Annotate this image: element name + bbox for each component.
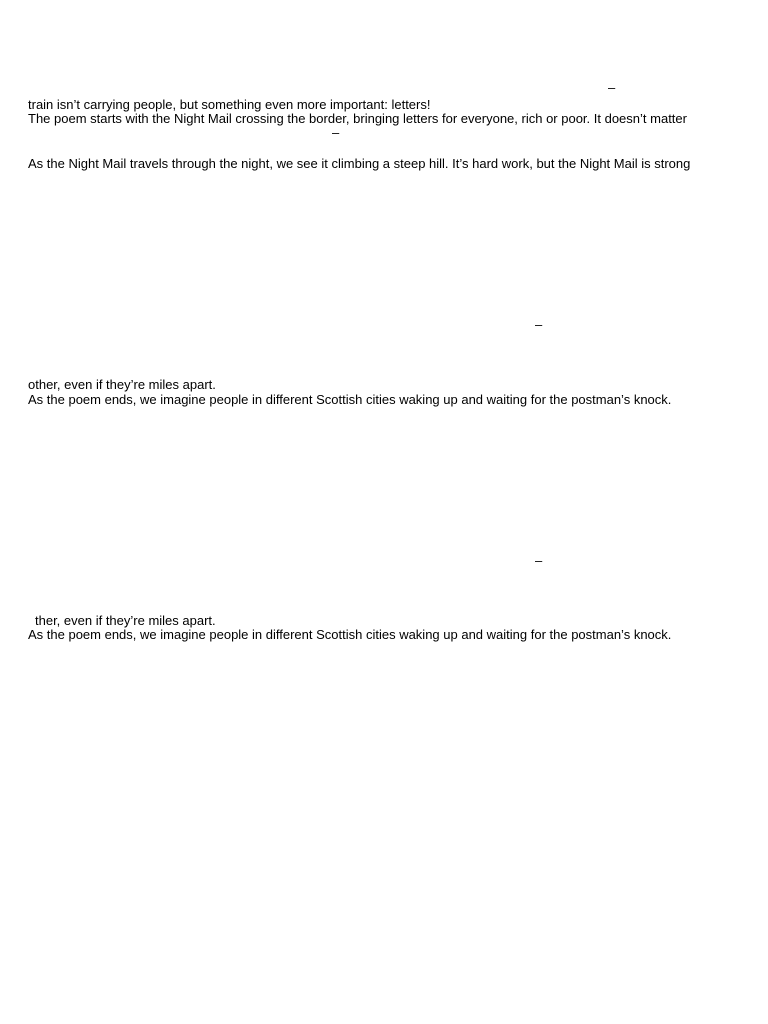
paragraph-line: The poem starts with the Night Mail crossing the border, bringing letters for everyone, rich or poor. It doesn’t matter xyxy=(28,111,687,126)
paragraph-line: other, even if they’re miles apart. xyxy=(28,377,216,392)
paragraph-line: As the poem ends, we imagine people in different Scottish cities waking up and waiting for the postman’s knock. xyxy=(28,627,672,642)
dash-mark: – xyxy=(535,553,543,568)
paragraph-line: train isn’t carrying people, but something even more important: letters! xyxy=(28,97,431,112)
paragraph-line: As the poem ends, we imagine people in different Scottish cities waking up and waiting for the postman’s knock. xyxy=(28,392,672,407)
dash-mark: – xyxy=(535,317,543,332)
paragraph-line: As the Night Mail travels through the night, we see it climbing a steep hill. It’s hard work, but the Night Mail is strong xyxy=(28,156,691,171)
dash-mark: – xyxy=(332,125,340,140)
paragraph-line: ther, even if they’re miles apart. xyxy=(35,613,216,628)
dash-mark: – xyxy=(608,80,616,95)
